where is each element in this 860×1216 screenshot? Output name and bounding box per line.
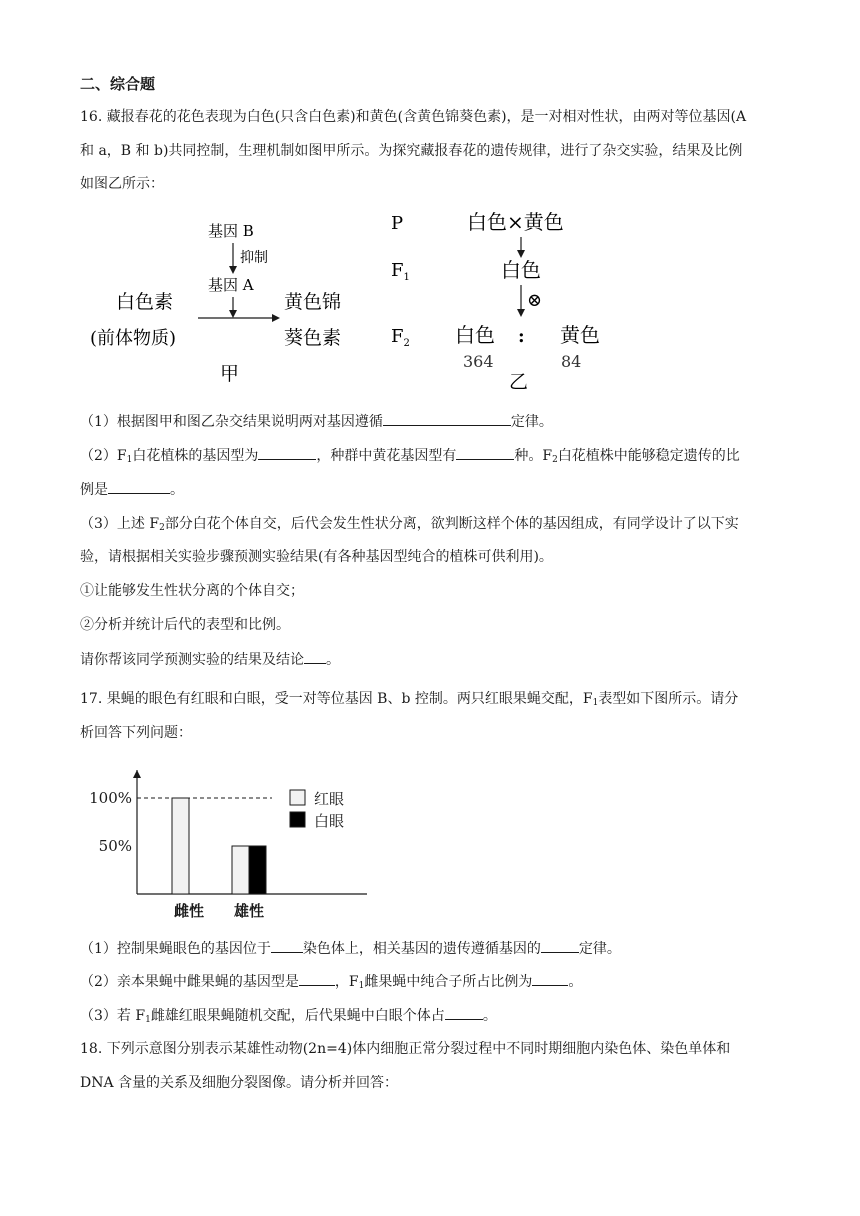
answer-blank[interactable]: [299, 971, 335, 986]
f1-label: $F_1$: [391, 260, 410, 283]
answer-blank[interactable]: [271, 938, 303, 953]
figure-jia-label: 甲: [220, 363, 240, 385]
answer-blank[interactable]: [445, 1005, 483, 1020]
q16-step1: ①让能够发生性状分离的个体自交；: [80, 583, 304, 599]
q17-sub3: （3）若 $F_1$雌雄红眼果蝇随机交配，后代果蝇中白眼个体占 。: [80, 1005, 497, 1030]
legend-label: 红眼: [314, 790, 345, 808]
f2-label: $F_2$: [391, 326, 410, 349]
y-axis-arrowhead: [133, 770, 141, 778]
q16-sub2-line2: 例是 。: [80, 479, 184, 500]
answer-blank[interactable]: [456, 445, 514, 460]
gene-b-label: 基因 B: [208, 222, 254, 240]
gene-a-label: 基因 A: [208, 276, 254, 294]
bar-红眼: [172, 798, 189, 894]
p-label: P: [391, 213, 404, 234]
f2-white: 白色: [455, 323, 495, 347]
q16-sub2-line1: $(2)F_1$白花植株的基因型为 ，种群中黄花基因型有 种。$F_2$白花植株中能够稳定遗传的比: [80, 445, 740, 470]
answer-blank[interactable]: [258, 445, 316, 460]
answer-blank[interactable]: [383, 411, 511, 426]
q18-stem-line1: 18. 下列示意图分别表示某雄性动物(2n=4)体内细胞正常分裂过程中不同时期细胞内染色体、染色单体和: [80, 1041, 731, 1057]
figure-yi: [385, 205, 625, 395]
eye-color-chart: [82, 762, 372, 922]
answer-blank[interactable]: [541, 938, 579, 953]
section-title: 二、综合题: [80, 75, 156, 93]
yellow-pigment-label-1: 黄色锦: [284, 291, 342, 313]
y-tick-label: 50%: [98, 837, 132, 855]
q17-sub1: （1）控制果蝇眼色的基因位于 染色体上，相关基因的遗传遵循基因的 定律。: [80, 938, 621, 959]
q16-step2: ②分析并统计后代的表型和比例。: [80, 617, 290, 633]
precursor-label: (前体物质): [90, 328, 177, 349]
q16-sub1: （1）根据图甲和图乙杂交结果说明两对基因遵循 定律。: [80, 411, 553, 432]
q16-stem-line1: 16. 藏报春花的花色表现为白色(只含白色素)和黄色(含黄色锦葵色素)，是一对相对性状，由两对等位基因(A: [80, 109, 747, 125]
inhibit-label: 抑制: [240, 250, 268, 266]
q16-sub3-line1: （3）上述 $F_2$部分白花个体自交，后代会发生性状分离，欲判断这样个体的基因组成，有同学设计了以下实: [80, 516, 739, 533]
q16-stem-line2: 和 a，B 和 b)共同控制，生理机制如图甲所示。为探究藏报春花的遗传规律，进行了杂交实验，结果及比例: [80, 143, 743, 159]
parent-cross: 白色×黄色: [467, 210, 564, 234]
yellow-count: 84: [561, 352, 582, 371]
yellow-pigment-label-2: 葵色素: [284, 327, 342, 349]
f2-ratio-colon: :: [518, 326, 525, 347]
self-cross-symbol: ⊗: [527, 290, 543, 311]
q17-stem-line2: 析回答下列问题：: [80, 725, 192, 741]
bar-红眼: [232, 846, 249, 894]
eye-color-chart-svg: [82, 762, 372, 922]
category-label: 雄性: [233, 902, 265, 920]
answer-blank[interactable]: [304, 649, 326, 664]
answer-blank[interactable]: [532, 971, 568, 986]
q18-stem-line2: DNA 含量的关系及细胞分裂图像。请分析并回答：: [80, 1075, 399, 1091]
q16-sub3-end: 请你帮该同学预测实验的结果及结论 。: [80, 649, 340, 670]
white-count: 364: [463, 352, 494, 371]
white-pigment-label: 白色素: [116, 291, 174, 313]
category-label: 雌性: [173, 902, 205, 920]
f1-phenotype: 白色: [501, 258, 541, 282]
legend-swatch: [290, 790, 305, 805]
q17-stem-line1: 17. 果蝇的眼色有红眼和白眼，受一对等位基因 B、b 控制。两只红眼果蝇交配，$F_1$表型如下图所示。请分: [80, 691, 739, 708]
figure-jia: [80, 210, 380, 390]
y-tick-label: 100%: [89, 789, 132, 807]
figure-yi-label: 乙: [509, 371, 529, 393]
q17-sub2: （2）亲本果蝇中雌果蝇的基因型是 ，$F_1$雌果蝇中纯合子所占比例为 。: [80, 971, 582, 996]
legend-label: 白眼: [314, 812, 345, 830]
legend-swatch: [290, 812, 305, 827]
q16-stem-line3: 如图乙所示：: [80, 176, 164, 192]
f2-yellow: 黄色: [560, 323, 600, 347]
q16-sub3-line2: 验，请根据相关实验步骤预测实验结果(有各种基因型纯合的植株可供利用)。: [80, 549, 553, 565]
bar-白眼: [249, 846, 266, 894]
answer-blank[interactable]: [108, 479, 170, 494]
